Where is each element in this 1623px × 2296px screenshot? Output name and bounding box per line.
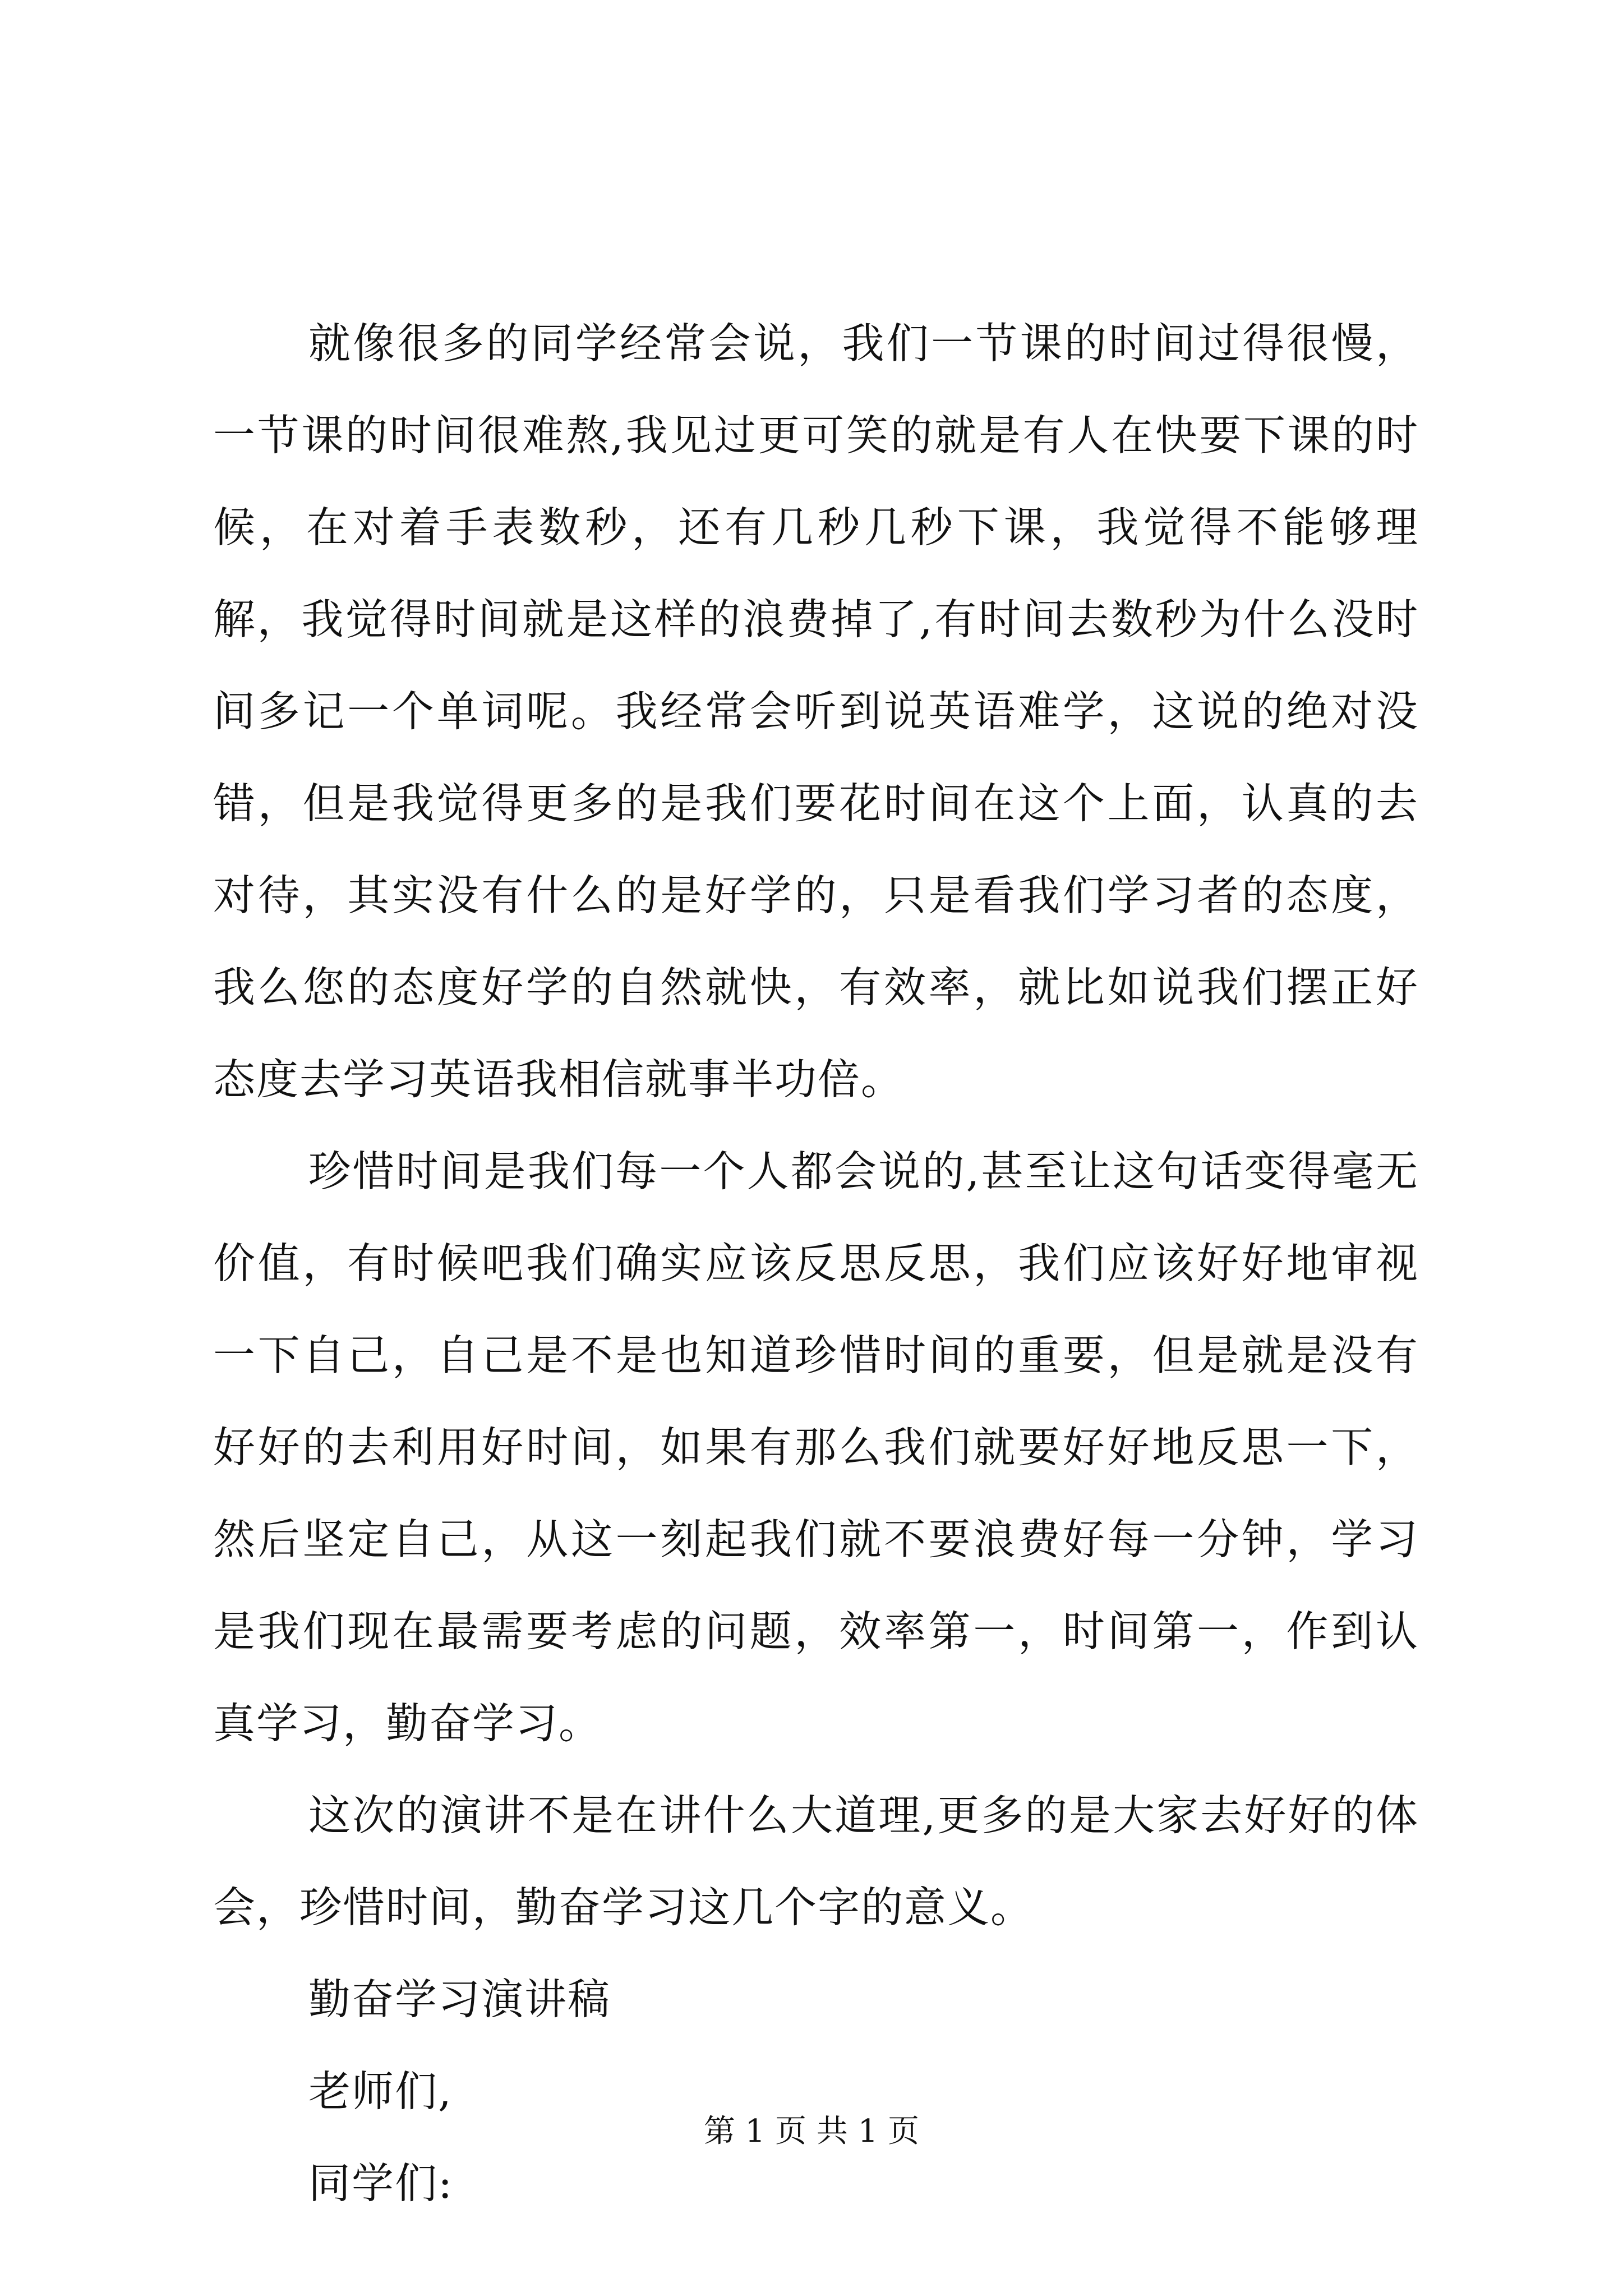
greeting-students: 同学们: [308, 2159, 454, 2208]
page-footer [0, 2112, 1623, 2151]
paragraph-2: 珍惜时间是我们每一个人都会说的,甚至让这句话变得毫无价值，有时候吧我们确实应该反思反思，我们应该好好地审视一下自己，自己是不是也知道珍惜时间的重要，但是就是没有好好的去利用好时间，如果有那么我们就要好好地反思一下，然后坚定自己，从这一刻起我们就不要浪费好每一分钟，学习是我们现在最需要考虑的问题，效率第一，时间第一，作到认真学习，勤奋学习。 [213, 1147, 1419, 1748]
paragraph-1: 就像很多的同学经常会说，我们一节课的时间过得很慢，一节课的时间很难熬,我见过更可笑的就是有人在快要下课的时候，在对着手表数秒，还有几秒几秒下课，我觉得不能够理解，我觉得时间就是这样的浪费掉了,有时间去数秒为什么没时间多记一个单词呢。我经常会听到说英语难学，这说的绝对没错，但是我觉得更多的是我们要花时间在这个上面，认真的去对待，其实没有什么的是好学的，只是看我们学习者的态度，我么您的态度好学的自然就快，有效率，就比如说我们摆正好态度去学习英语我相信就事半功倍。 [213, 319, 1419, 1104]
document-body [213, 297, 1419, 2229]
speech-title: 勤奋学习演讲稿 [308, 1975, 611, 2024]
page-number: 第 1 页 共 1 页 [703, 2113, 920, 2150]
paragraph-3: 这次的演讲不是在讲什么大道理,更多的是大家去好好的体会，珍惜时间，勤奋学习这几个字的意义。 [213, 1791, 1419, 1932]
greeting-teachers: 老师们, [308, 2067, 453, 2116]
